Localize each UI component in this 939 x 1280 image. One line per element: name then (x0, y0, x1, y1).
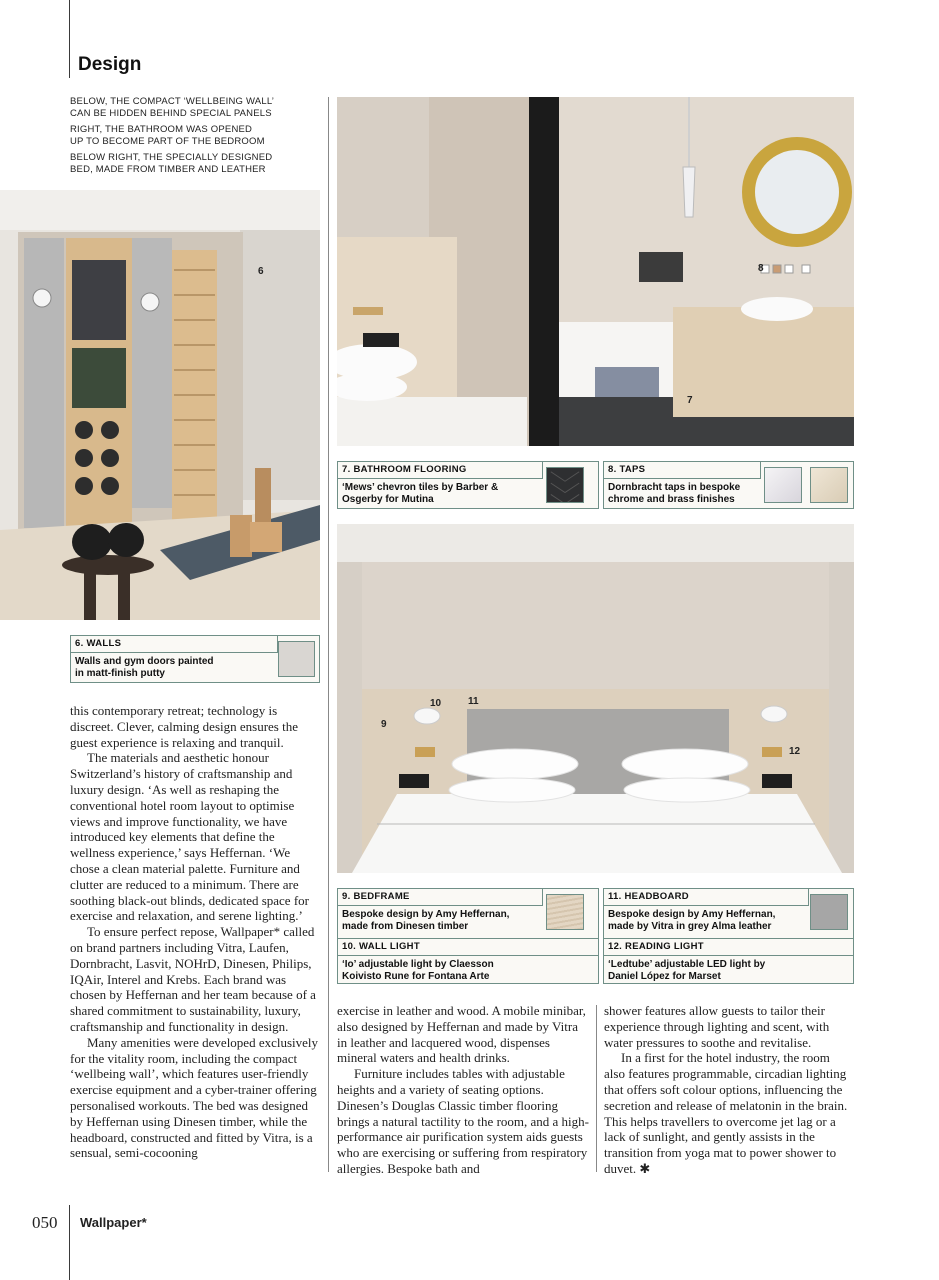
paragraph: Many amenities were developed exclusively for the vitality room, including the compact ‘wellbeing wall’, which features user-friendly exercise equipment and a cyber-trainer offering personalised workouts. The bed was designed by Heffernan using Dinesen timber, while the headboard, constructed and fitted by Vitra, is a sensual, semi-cocooning (70, 1034, 319, 1161)
info-heading: 10. WALL LIGHT (338, 938, 598, 956)
putty-swatch (278, 641, 315, 677)
timber-swatch (546, 894, 584, 930)
info-heading: 8. TAPS (604, 462, 761, 479)
info-body: Dornbracht taps in bespoke chrome and brass finishes (608, 482, 741, 505)
bathroom-photo (337, 97, 854, 446)
info-heading: 12. READING LIGHT (604, 938, 853, 956)
page-number: 050 (32, 1213, 58, 1232)
paragraph-text: In a first for the hotel industry, the room also features programmable, circadian lighting that offers soft colour options, influencing the secretion and release of melatonin in the brain. This helps travellers to overcome jet lag or a lack of sunlight, and gently assists in the transition from yoga mat to power shower to duvet. (604, 1050, 848, 1176)
wellbeing-wall-photo (0, 190, 320, 620)
end-mark-icon: ✱ (639, 1161, 651, 1177)
footer-rule (69, 1205, 70, 1280)
info-box-headboard (603, 888, 854, 984)
body-column-3 (604, 1003, 854, 1178)
info-heading: 7. BATHROOM FLOORING (338, 462, 543, 479)
paragraph: The materials and aesthetic honour Switzerland’s history of craftsmanship and luxury design. ‘As well as reshaping the conventional hotel room layout to optimise views and improve functionality, we have introduced key elements that define the wellness experience,’ says Heffernan. ‘We chose a clean material palette. Furniture and clutter are reduced to a minimum. There are soothing black-out blinds, dedicated space for exercise and relaxation, and serene lighting.’ (70, 750, 309, 924)
paragraph: exercise in leather and wood. A mobile minibar, also designed by Heffernan and made by Vitra in leather and lacquered wood, dispenses mineral waters and health drinks. (337, 1003, 586, 1066)
bedroom-photo (337, 524, 854, 873)
info-body: Walls and gym doors painted in matt-finish putty (75, 656, 214, 679)
grey-leather-swatch (810, 894, 848, 930)
caption-below: BELOW, THE COMPACT ‘WELLBEING WALL’ CAN BE HIDDEN BEHIND SPECIAL PANELS (70, 96, 275, 119)
info-box-taps (603, 461, 854, 509)
info-body: ‘Mews’ chevron tiles by Barber & Osgerby for Mutina (342, 482, 499, 505)
brass-finish-swatch (810, 467, 848, 503)
caption-below-right: BELOW RIGHT, THE SPECIALLY DESIGNED BED, MADE FROM TIMBER AND LEATHER (70, 152, 273, 175)
top-rule (69, 0, 70, 78)
chrome-finish-swatch (764, 467, 802, 503)
photo-number-6: 6 (258, 266, 264, 277)
magazine-brand: Wallpaper* (80, 1215, 147, 1230)
body-column-1 (70, 703, 320, 1161)
caption-right: RIGHT, THE BATHROOM WAS OPENED UP TO BECOME PART OF THE BEDROOM (70, 124, 265, 147)
photo-number-10: 10 (430, 698, 442, 709)
paragraph: Furniture includes tables with adjustable heights and a variety of seating options. Dinesen’s Douglas Classic timber flooring brings a natural tactility to the room, and a high-performance air purification system aids guests who are exercising or suffering from respiratory allergies. Bespoke bath and (337, 1066, 589, 1176)
paragraph: this contemporary retreat; technology is discreet. Clever, calming design ensures the guest experience is relaxing and tranquil. (70, 703, 298, 750)
info-heading: 6. WALLS (71, 636, 278, 653)
photo-captions (70, 96, 290, 180)
info-body: Bespoke design by Amy Heffernan, made by Vitra in grey Alma leather (608, 909, 776, 932)
info-heading: 9. BEDFRAME (338, 889, 543, 906)
photo-number-9: 9 (381, 719, 387, 730)
info-body: Bespoke design by Amy Heffernan, made from Dinesen timber (342, 909, 510, 932)
info-box-bathroom-flooring (337, 461, 599, 509)
column-rule-left (328, 97, 329, 1172)
photo-number-11: 11 (468, 696, 479, 707)
photo-number-12: 12 (789, 746, 801, 757)
info-body: ‘Ledtube’ adjustable LED light by Daniel López for Marset (608, 959, 766, 982)
paragraph: To ensure perfect repose, Wallpaper* called on brand partners including Vitra, Laufen, Dornbracht, Lasvit, NOHrD, Dinesen, Philips, IQAir, Interel and Krebs. Each brand was chosen by Heffernan and her team because of a shared commitment to sustainability, luxury, craftsmanship and functionality in design. (70, 924, 316, 1034)
column-rule-right (596, 1005, 597, 1172)
info-box-bedframe (337, 888, 599, 984)
photo-number-8: 8 (758, 263, 764, 274)
body-column-2 (337, 1003, 589, 1177)
section-title: Design (78, 54, 142, 75)
paragraph: shower features allow guests to tailor their experience through lighting and scent, with water pressures to soothe and revitalise. (604, 1003, 830, 1050)
photo-number-7: 7 (687, 395, 693, 406)
info-box-walls (70, 635, 320, 683)
info-heading: 11. HEADBOARD (604, 889, 809, 906)
paragraph (604, 1050, 854, 1177)
info-body: ‘Io’ adjustable light by Claesson Koivisto Rune for Fontana Arte (342, 959, 494, 982)
chevron-tile-swatch (546, 467, 584, 503)
